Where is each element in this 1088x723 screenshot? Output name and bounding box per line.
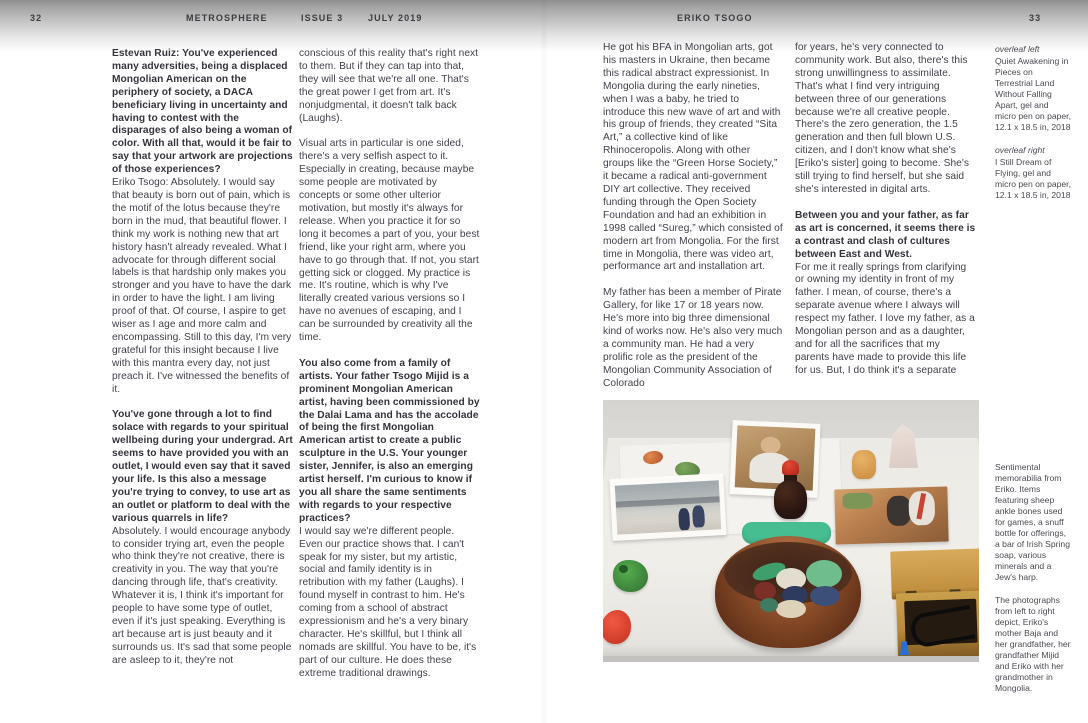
question-paragraph: You also come from a family of artists. Your father Tsogo Mijid is a prominent Mongolian American artist, having been commissioned by the Dalai Lama and has the accolade of being the first Mongolian American artist to create a public sculpture in the U.S. Your younger sister, Jennifer, is also an emerging artist herself. I'm curious to know if you all share the same sentiments with regards to your respective practices? [299,357,480,524]
figure-dark-jacket [886,495,911,526]
article-author: ERIKO TSOGO [677,13,753,23]
answer-paragraph: Absolutely. I would encourage anybody to consider trying art, even the people who think they're not creative, there is creativity in you. The way that you're dancing through life, that's creativity. Whatever it is, I think it's important for people to have some type of outlet, even if it's just speaking. Everything is art because art is just beauty and it surrounds us. It's sad that some people are asleep to it, they're not [112,525,292,666]
article-column-3 [603,42,784,394]
article-column-2 [299,48,480,693]
answer-paragraph: He got his BFA in Mongolian arts, got his masters in Ukraine, then became this radical abstract expressionist. In Mongolia during the early nineties, when I was a baby, he tried to introduce this new wave of art and with his group of friends, they created “Sita Art,” a collective kind of like Rhinoceropolis. Along with other groups like the “Green Horse Society,” it became a radical anti-government DIY art collective. They received funding through the Open Society Foundation and had an exhibition in 1998 called “Sureg,” which consisted of modern art from Mongolia. For the first time in Mongolia, there was video art, performance art and installation art. [603,42,783,273]
mineral-maroon [754,582,776,600]
photo-print-winter-scene [609,473,726,541]
table-front-edge [603,656,979,662]
answer-paragraph: For me it really springs from clarifying or owning my identity in front of my father. I mean, of course, there's a separate avenue where I always will respect my father. I love my father, as a Mongolian person and as a daughter, and for all the sacrifices that my parents have made to provide this life for us. But, I do think it's a separate [795,261,975,376]
mineral-blue [810,586,840,606]
snuff-bottle [774,480,807,519]
bowl-opening [724,542,852,604]
photo-caption [995,462,1071,694]
question-paragraph: Estevan Ruiz: You've experienced many adversities, being a displaced Mongolian American on the periphery of society, a DACA beneficiary living in uncertainty and having to contest with the disparages of also being a woman of color. With all that, would it be fair to say that your artwork are projections of those experiences? [112,48,293,176]
answer-paragraph: for years, he's very connected to community work. But also, there's this strong unwillingness to assimilate. That's what I find very intriguing between three of our generations because we're all creative people. There's the zero generation, the 1.5 generation and then full blown U.S. citizen, and I don't know what she's [Eriko's sister] going to become. She's still trying to find herself, but she said she's interested in digital arts. [795,42,970,195]
question-paragraph: You've gone through a lot to find solace with regards to your spiritual wellbeing during your undergrad. Art seems to have provided you with an outlet, I would even say that it saved your life. Is this also a message you're trying to convey, to use art as an outlet or platform to deal with the various quarrels in life? [112,409,293,524]
answer-paragraph: Visual arts in particular is one sided, there's a very selfish aspect to it. Especially in creating, because maybe some people are motivated by concepts or some other ulterior motivation, but mostly it's always for release. When you practice it for so long it becomes a part of you, your best friend, like your right arm, where you have to go through that. If not, you start getting sick or clogged. My practice is me. It's routine, which is why I've literally created various versions so I have no avenues of escaping, and I can be surrounded by creativity all the time. [299,138,480,344]
article-column-1 [112,48,293,693]
mineral-beige [776,600,806,618]
answer-paragraph: My father has been a member of Pirate Gallery, for like 17 or 18 years now. He's more into big three dimensional kind of works now. He's also very much a community man. He had a very prolific role as the president of the Mongolian Community Association of Colorado [603,287,783,389]
center-fold [540,0,548,723]
issue-label: ISSUE 3 [301,13,344,23]
background-detail [842,492,872,509]
magazine-title: METROSPHERE [186,13,268,23]
article-column-4 [795,42,976,394]
child-figure [678,508,690,531]
answer-paragraph: I would say we're different people. Even our practice shows that. I can't speak for my sister, but my artistic, social and family identity is in retribution with my father (Laughs). I found myself in contrast to him. He's coming from a school of abstract expressionism and he's a very binary character. He's skillful, but I think all nomads are skillful. You have to be, it's part of our culture. He does these extreme traditional drawings. [299,525,477,679]
mineral-green-large [806,560,842,588]
amber-carving [852,450,876,479]
green-figurine [613,560,648,592]
overleaf-right-text: I Still Dream of Flying, gel and micro pen on paper, 12.1 x 18.5 in, 2018 [995,157,1071,200]
page-number-left: 32 [30,13,43,23]
crowd-figures [616,496,720,507]
copper-bowl [715,536,861,648]
photo-caption-paragraph-1: Sentimental memorabilia from Eriko. Items featuring sheep ankle bones used for games, a snuff bottle for offerings, a bar of Irish Spring soap, various minerals and a Jew's harp. [995,462,1070,582]
question-paragraph: Between you and your father, as far as art is concerned, it seems there is a contrast and clash of cultures between East and West. [795,209,976,260]
child-head [760,436,781,454]
winter-scene-image [615,480,721,534]
answer-paragraph: Eriko Tsogo: Absolutely. I would say that beauty is born out of pain, which is the motif of the lotus because they're born in the mud, that beautiful flower. I think my work is nothing new that art history hasn't already revealed. What I advocate for through different social labels is that hardship only makes you stronger and you have to have the dark in order to have the light. I am living proof of that. Of course, I aspire to get wiser as I age and more calm and encompassing. Still to this day, I'm very grateful for this insight because I live with this mantra every day, not just preach it. I've witnessed the benefits of it. [112,177,292,395]
issue-date: JULY 2019 [368,13,423,23]
photo-print-child [729,420,820,498]
overleaf-right-label: overleaf right [995,145,1045,155]
overleaf-notes [995,44,1071,201]
mineral-teal [760,598,778,612]
quartz-crystal [889,424,918,468]
overleaf-left-label: overleaf left [995,44,1040,54]
memorabilia-photograph [603,400,979,662]
box-interior [904,599,977,645]
page-number-right: 33 [1029,13,1042,23]
wooden-box [896,591,979,660]
child-image [735,425,816,490]
answer-paragraph: conscious of this reality that's right next to them. But if they can tap into that, they will see that we're all one. That's the great power I get from art. It's nonjudgmental, it doesn't talk back (Laughs). [299,48,479,124]
snuff-bottle-cap [782,460,799,475]
photo-caption-paragraph-2: The photographs from left to right depict, Eriko's mother Baja and her grandfather, her grandfather Mijid and Eriko with her grandmother in Mongolia. [995,595,1071,693]
child-figure [692,505,705,528]
jews-harp [909,605,976,649]
overleaf-left-text: Quiet Awakening in Pieces on Terrestrial Land Without Falling Apart, gel and micro pen on paper, 12.1 x 18.5 in, 2018 [995,56,1071,132]
